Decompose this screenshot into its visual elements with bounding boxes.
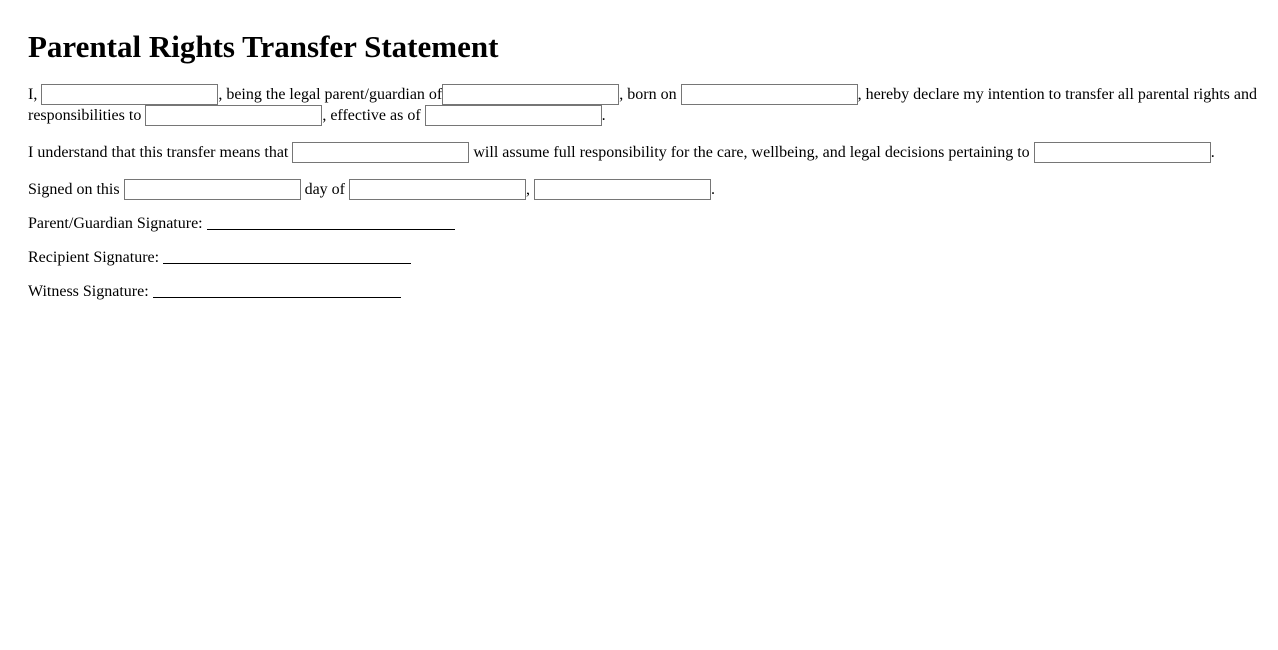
birth-date-input[interactable] (681, 84, 858, 105)
understanding-prefix-text: I understand that this transfer means that (28, 144, 289, 161)
signed-month-input[interactable] (349, 179, 526, 200)
signed-prefix-text: Signed on this (28, 181, 120, 198)
page-title: Parental Rights Transfer Statement (28, 29, 499, 64)
signed-middle-text: day of (304, 181, 345, 198)
declaration-transfer-text: , hereby declare my intention to transfer all parental rights and responsibilities to (28, 86, 1257, 124)
transfer-declaration-paragraph (28, 84, 1258, 126)
parent-name-input[interactable] (41, 84, 218, 105)
child-name-input[interactable] (442, 84, 619, 105)
recipient-name-input[interactable] (145, 105, 322, 126)
witness-signature-line (153, 296, 401, 298)
understanding-middle-text: will assume full responsibility for the care, wellbeing, and legal decisions pertaining to (473, 144, 1030, 161)
responsible-party-input[interactable] (292, 142, 469, 163)
understanding-end-text: . (1210, 144, 1215, 161)
recipient-signature-row (28, 247, 1258, 268)
understanding-paragraph (28, 142, 1258, 163)
signed-end-text: . (711, 181, 715, 198)
signed-date-paragraph (28, 179, 1258, 200)
declaration-prefix-text: I, (28, 86, 38, 103)
witness-signature-row (28, 281, 1258, 302)
witness-signature-label: Witness Signature: (28, 283, 149, 300)
declaration-born-text: , born on (619, 86, 677, 103)
parent-signature-label: Parent/Guardian Signature: (28, 215, 203, 232)
declaration-end-text: . (601, 107, 606, 124)
parent-signature-row (28, 213, 1258, 234)
child-reference-input[interactable] (1034, 142, 1211, 163)
signed-day-input[interactable] (124, 179, 301, 200)
signed-year-input[interactable] (534, 179, 711, 200)
document-page (0, 0, 1278, 302)
declaration-guardian-text: , being the legal parent/guardian of (218, 86, 443, 103)
declaration-effective-text: , effective as of (322, 107, 421, 124)
signed-comma-text: , (526, 181, 530, 198)
recipient-signature-line (163, 262, 411, 264)
recipient-signature-label: Recipient Signature: (28, 249, 160, 266)
parent-signature-line (207, 228, 455, 230)
effective-date-input[interactable] (425, 105, 602, 126)
